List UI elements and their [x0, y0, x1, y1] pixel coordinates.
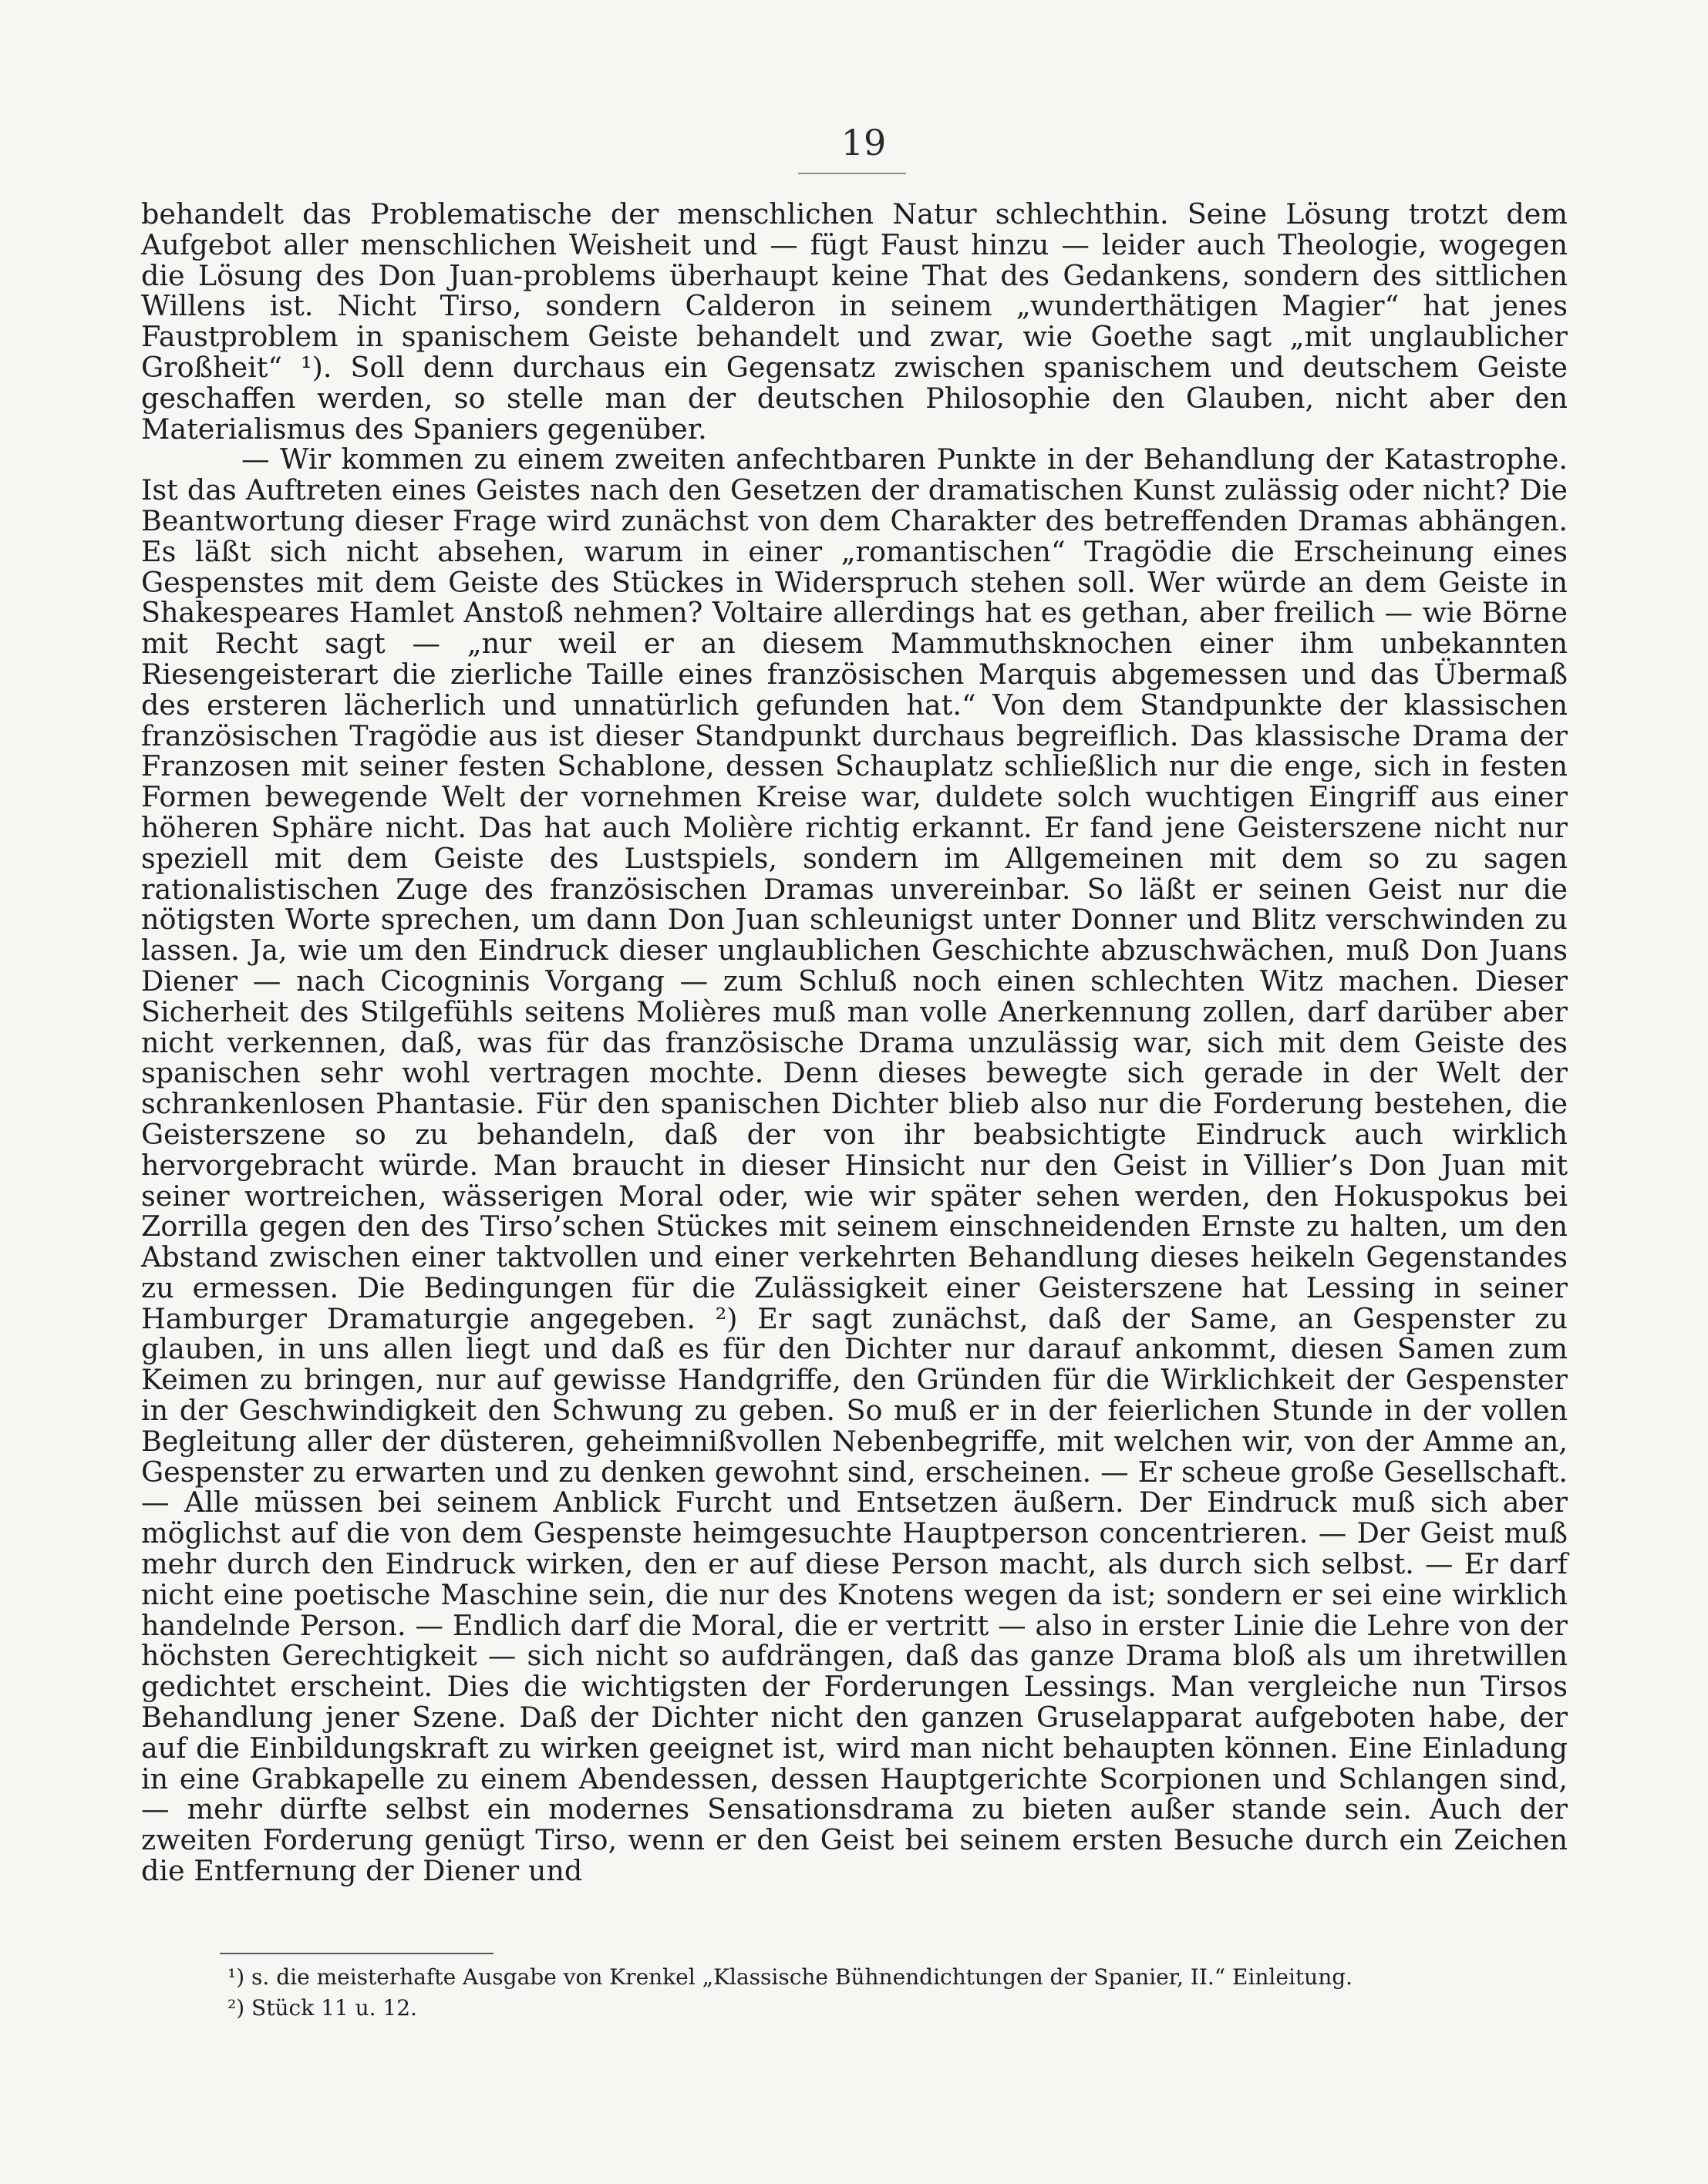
paragraph-2: — Wir kommen zu einem zweiten anfechtbaren Punkte in der Behandlung der Katastrophe. Ist das Auftreten eines Geistes nach den Gesetzen der dramatischen Kunst zulässig oder nicht? Die Beantwortung dieser Frage wird zunächst von dem Charakter des betreffenden Dramas abhängen. Es läßt sich nicht absehen, warum in einer „romantischen“ Tragödie die Erscheinung eines Gespenstes mit dem Geiste des Stückes in Widerspruch stehen soll. Wer würde an dem Geiste in Shakespeares Hamlet Anstoß nehmen? Voltaire allerdings hat es gethan, aber freilich — wie Börne mit Recht sagt — „nur weil er an diesem Mammuthsknochen einer ihm unbekannten Riesengeisterart die zierliche Taille eines französischen Marquis abgemessen und das Übermaß des ersteren lächerlich und unnatürlich gefunden hat.“ Von dem Standpunkte der klassischen französischen Tragödie aus ist dieser Standpunkt durchaus begreiflich. Das klassische Drama der Franzosen mit seiner festen Schablone, dessen Schauplatz schließlich nur die enge, sich in festen Formen bewegende Welt der vornehmen Kreise war, duldete solch wuchtigen Eingriff aus einer höheren Sphäre nicht. Das hat auch Molière richtig erkannt. Er fand jene Geisterszene nicht nur speziell mit dem Geiste des Lustspiels, sondern im Allgemeinen mit dem so zu sagen rationalistischen Zuge des französischen Dramas unvereinbar. So läßt er seinen Geist nur die nötigsten Worte sprechen, um dann Don Juan schleunigst unter Donner und Blitz verschwinden zu lassen. Ja, wie um den Eindruck dieser unglaublichen Geschichte abzuschwächen, muß Don Juans Diener — nach Cicogninis Vorgang — zum Schluß noch einen schlechten Witz machen. Dieser Sicherheit des Stilgefühls seitens Molières muß man volle Anerkennung zollen, darf darüber aber nicht verkennen, daß, was für das französische Drama unzulässig war, sich mit dem Geiste des spanischen sehr wohl vertragen mochte. Denn dieses bewegte sich gerade in der Welt der schrankenlosen Phantasie. Für den spanischen Dichter blieb also nur die Forderung bestehen, die Geisterszene so zu behandeln, daß der von ihr beabsichtigte Eindruck auch wirklich hervorgebracht würde. Man braucht in dieser Hinsicht nur den Geist in Villier’s Don Juan mit seiner wortreichen, wässerigen Moral oder, wie wir später sehen werden, den Hokuspokus bei Zorrilla gegen den des Tirso’schen Stückes mit seinem einschneidenden Ernste zu halten, um den Abstand zwischen einer taktvollen und einer verkehrten Behandlung dieses heikeln Gegenstandes zu ermessen. Die Bedingungen für die Zulässigkeit einer Geisterszene hat Lessing in seiner Hamburger Dramaturgie angegeben. ²) Er sagt zunächst, daß der Same, an Gespenster zu glauben, in uns allen liegt und daß es für den Dichter nur darauf ankommt, diesen Samen zum Keimen zu bringen, nur auf gewisse Handgriffe, den Gründen für die Wirklichkeit der Gespenster in der Geschwindigkeit den Schwung zu geben. So muß er in der feierlichen Stunde in der vollen Begleitung aller der düsteren, geheimnißvollen Nebenbegriffe, mit welchen wir, von der Amme an, Gespenster zu erwarten und zu denken gewohnt sind, erscheinen. — Er scheue große Gesellschaft. — Alle müssen bei seinem Anblick Furcht und Entsetzen äußern. Der Eindruck muß sich aber möglichst auf die von dem Gespenste heimgesuchte Hauptperson concentrieren. — Der Geist muß mehr durch den Eindruck wirken, den er auf diese Person macht, als durch sich selbst. — Er darf nicht eine poetische Maschine sein, die nur des Knotens wegen da ist; sondern er sei eine wirklich handelnde Person. — Endlich darf die Moral, die er vertritt — also in erster Linie die Lehre von der höchsten Gerechtigkeit — sich nicht so aufdrängen, daß das ganze Drama bloß als um ihretwillen gedichtet erscheint. Dies die wichtigsten der Forderungen Lessings. Man vergleiche nun Tirsos Behandlung jener Szene. Daß der Dichter nicht den ganzen Gruselapparat aufgeboten habe, der auf die Einbildungskraft zu wirken geeignet ist, wird man nicht behaupten können. Eine Einladung in eine Grabkapelle zu einem Abendessen, dessen Hauptgerichte Scorpionen und Schlangen sind, — mehr dürfte selbst ein modernes Sensationsdrama zu bieten außer stande sein. Auch der zweiten Forderung genügt Tirso, wenn er den Geist bei seinem ersten Besuche durch ein Zeichen die Entfernung der Diener und [141, 443, 1568, 1888]
footnote-2: ²) Stück 11 u. 12. [227, 1995, 417, 2021]
paragraph-1: behandelt das Problematische der menschlichen Natur schlechthin. Seine Lösung trotzt dem Aufgebot aller menschlichen Weisheit und — fügt Faust hinzu — leider auch Theologie, wogegen die Lösung des Don Juan-problems überhaupt keine That des Gedankens, sondern des sittlichen Willens ist. Nicht Tirso, sondern Calderon in seinem „wunderthätigen Magier“ hat jenes Faustproblem in spanischem Geiste behandelt und zwar, wie Goethe sagt „mit unglaublicher Großheit“ ¹). Soll denn durchaus ein Gegensatz zwischen spanischem und deutschem Geiste geschaffen werden, so stelle man der deutschen Philosophie den Glauben, nicht aber den Materialismus des Spaniers gegenüber. [141, 197, 1568, 446]
page-number: 19 [841, 122, 887, 163]
footnote-separator [220, 1953, 494, 1954]
footnotes [227, 1962, 1538, 2024]
body-text [141, 199, 1568, 1886]
footnote-1: ¹) s. die meisterhafte Ausgabe von Krenkel „Klassische Bühnendichtungen der Spanier, II.“ Einleitung. [227, 1964, 1353, 1990]
page-number-rule [798, 173, 906, 174]
